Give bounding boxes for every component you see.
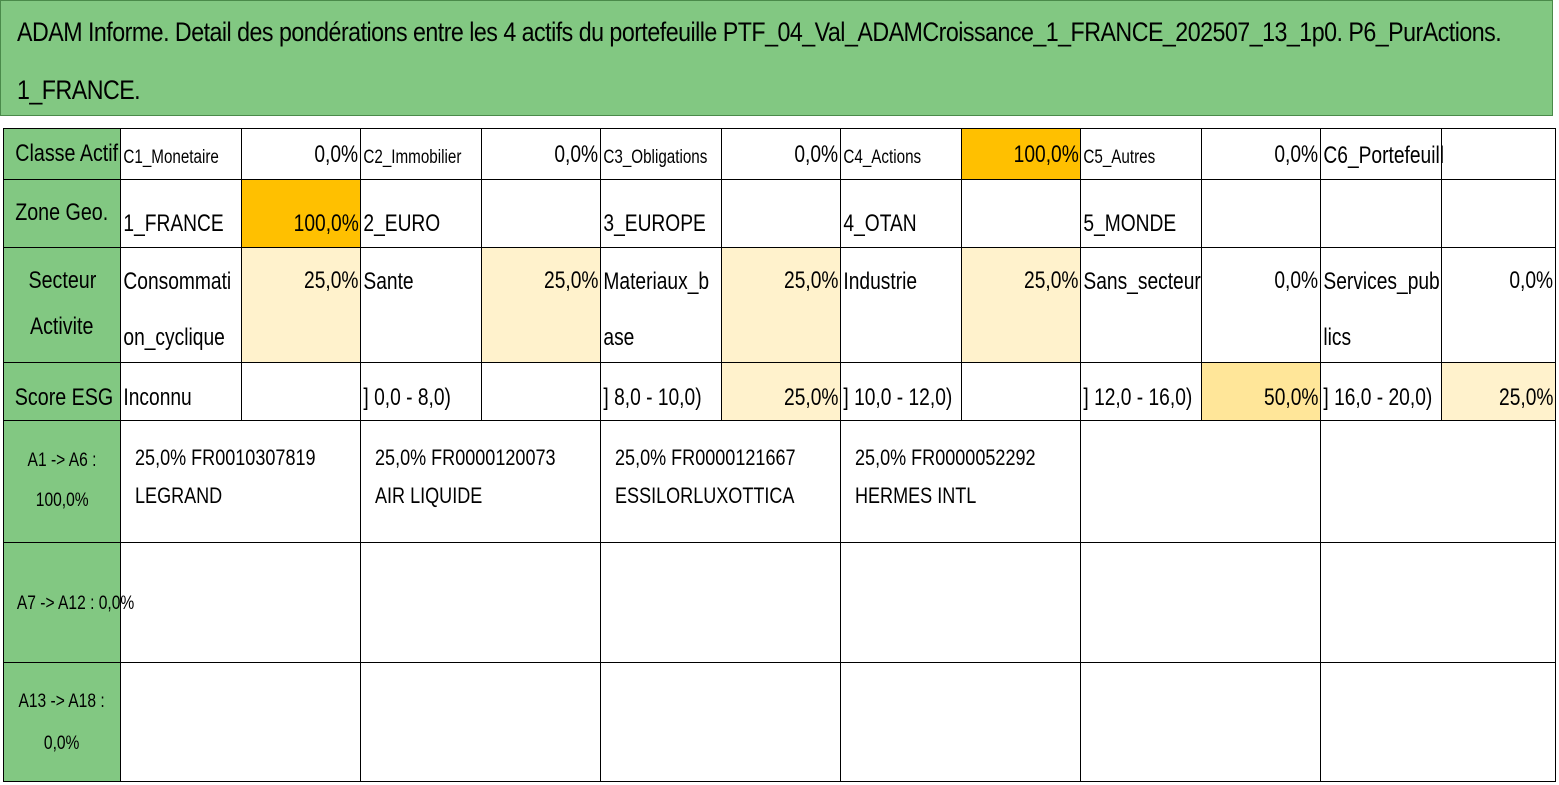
asset-10 — [840, 542, 1081, 663]
zone-label-6 — [1320, 179, 1442, 248]
secteur-label-5: Sans_secteur — [1080, 247, 1202, 363]
row-header-classe-actif: Classe Actif — [3, 128, 121, 180]
classe-label-c6: C6_Portefeuill — [1320, 128, 1442, 180]
asset-7 — [120, 542, 361, 663]
asset-3: 25,0% FR0000121667 ESSILORLUXOTTICA — [600, 420, 841, 543]
asset-16 — [840, 662, 1081, 782]
asset-1: 25,0% FR0010307819 LEGRAND — [120, 420, 361, 543]
esg-label-6: ] 16,0 - 20,0) — [1320, 362, 1442, 421]
asset-17 — [1080, 662, 1321, 782]
zone-value-6 — [1441, 179, 1556, 248]
classe-label-c4: C4_Actions — [840, 128, 962, 180]
asset-15 — [600, 662, 841, 782]
secteur-value-3: 25,0% — [721, 247, 841, 363]
classe-value-c2: 0,0% — [481, 128, 601, 180]
row-header-zone-geo: Zone Geo. — [3, 179, 121, 248]
asset-group2-header: A7 -> A12 : 0,0% — [3, 542, 121, 663]
zone-label-3: 3_EUROPE — [600, 179, 722, 248]
asset-14 — [360, 662, 601, 782]
classe-value-c4: 100,0% — [961, 128, 1081, 180]
esg-label-3: ] 8,0 - 10,0) — [600, 362, 722, 421]
asset-2: 25,0% FR0000120073 AIR LIQUIDE — [360, 420, 601, 543]
asset-11 — [1080, 542, 1321, 663]
secteur-label-6: Services_pub lics — [1320, 247, 1442, 363]
zone-label-5: 5_MONDE — [1080, 179, 1202, 248]
esg-label-4: ] 10,0 - 12,0) — [840, 362, 962, 421]
zone-label-1: 1_FRANCE — [120, 179, 242, 248]
asset-13 — [120, 662, 361, 782]
zone-value-5 — [1201, 179, 1321, 248]
esg-label-5: ] 12,0 - 16,0) — [1080, 362, 1202, 421]
asset-12 — [1320, 542, 1556, 663]
row-header-score-esg: Score ESG — [3, 362, 121, 421]
zone-value-1: 100,0% — [241, 179, 361, 248]
classe-value-c1: 0,0% — [241, 128, 361, 180]
report-title-line1: ADAM Informe. Detail des pondérations entre les 4 actifs du portefeuille PTF_04_Val_ADAMCroissance_1_FRANCE_202507_13_1p0. P6_PurActions. — [17, 17, 1502, 47]
esg-value-5: 50,0% — [1201, 362, 1321, 421]
classe-label-c1: C1_Monetaire — [120, 128, 242, 180]
secteur-value-5: 0,0% — [1201, 247, 1321, 363]
secteur-label-1: Consommati on_cyclique — [120, 247, 242, 363]
classe-value-c3: 0,0% — [721, 128, 841, 180]
esg-value-2 — [481, 362, 601, 421]
report-title-line2: 1_FRANCE. — [17, 75, 141, 105]
secteur-value-2: 25,0% — [481, 247, 601, 363]
asset-5 — [1080, 420, 1321, 543]
secteur-label-2: Sante — [360, 247, 482, 363]
esg-value-4 — [961, 362, 1081, 421]
zone-value-4 — [961, 179, 1081, 248]
zone-value-3 — [721, 179, 841, 248]
esg-value-3: 25,0% — [721, 362, 841, 421]
report-title-bar — [0, 0, 1553, 116]
classe-label-c2: C2_Immobilier — [360, 128, 482, 180]
secteur-label-4: Industrie — [840, 247, 962, 363]
zone-value-2 — [481, 179, 601, 248]
secteur-label-3: Materiaux_b ase — [600, 247, 722, 363]
esg-label-1: Inconnu — [120, 362, 242, 421]
asset-4: 25,0% FR0000052292 HERMES INTL — [840, 420, 1081, 543]
esg-value-1 — [241, 362, 361, 421]
row-header-secteur-activite: Secteur Activite — [3, 247, 121, 363]
asset-group3-header: A13 -> A18 : 0,0% — [3, 662, 121, 782]
secteur-value-1: 25,0% — [241, 247, 361, 363]
esg-label-2: ] 0,0 - 8,0) — [360, 362, 482, 421]
zone-label-4: 4_OTAN — [840, 179, 962, 248]
classe-label-c3: C3_Obligations — [600, 128, 722, 180]
asset-8 — [360, 542, 601, 663]
esg-value-6: 25,0% — [1441, 362, 1556, 421]
zone-label-2: 2_EURO — [360, 179, 482, 248]
asset-9 — [600, 542, 841, 663]
classe-label-c5: C5_Autres — [1080, 128, 1202, 180]
asset-group1-header: A1 -> A6 : 100,0% — [3, 420, 121, 543]
classe-value-c5: 0,0% — [1201, 128, 1321, 180]
asset-6 — [1320, 420, 1556, 543]
secteur-value-6: 0,0% — [1441, 247, 1556, 363]
classe-value-c6 — [1441, 128, 1556, 180]
secteur-value-4: 25,0% — [961, 247, 1081, 363]
asset-18 — [1320, 662, 1556, 782]
